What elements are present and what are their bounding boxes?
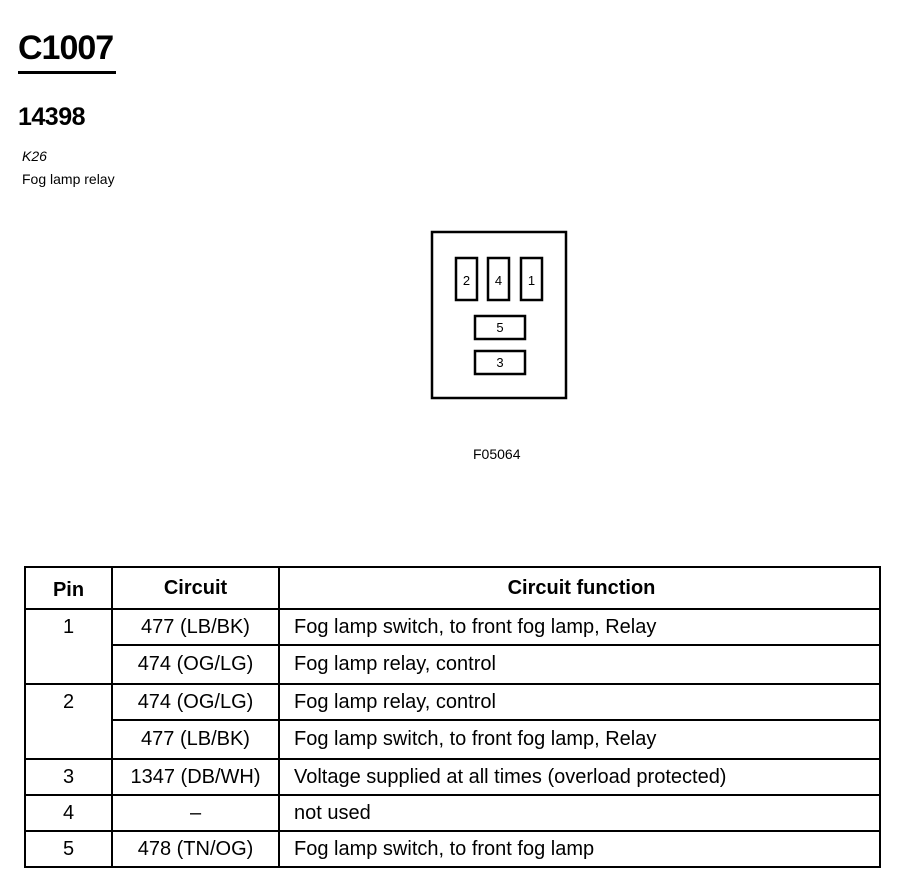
pin-3-label: 3 (496, 355, 504, 370)
circuit-cell: 474 (OG/LG) (112, 684, 279, 720)
function-cell: Fog lamp relay, control (279, 645, 880, 684)
pin-4-label: 4 (494, 273, 503, 288)
pin-cell: 4 (25, 795, 112, 831)
pin-table (24, 566, 881, 868)
function-cell: Fog lamp switch, to front fog lamp, Relay (279, 720, 880, 759)
figure-reference: F05064 (473, 446, 521, 462)
pin-cell: 5 (25, 831, 112, 867)
function-cell: not used (279, 795, 880, 831)
pin-cell (25, 645, 112, 684)
part-number: 14398 (18, 103, 86, 131)
circuit-cell: 478 (TN/OG) (112, 831, 279, 867)
pin-5-label: 5 (496, 320, 504, 335)
pin-2-label: 2 (462, 273, 471, 288)
title-underline (18, 71, 116, 74)
pin-cell (25, 720, 112, 759)
header-pin: Pin (25, 567, 112, 609)
table-row (25, 831, 880, 867)
table-header-row (25, 567, 880, 609)
function-cell: Voltage supplied at all times (overload protected) (279, 759, 880, 795)
component-description: Fog lamp relay (22, 171, 115, 187)
table-row (25, 609, 880, 645)
pin-1-label: 1 (527, 273, 536, 288)
connector-face-diagram (430, 230, 568, 400)
function-cell: Fog lamp relay, control (279, 684, 880, 720)
circuit-cell: 474 (OG/LG) (112, 645, 279, 684)
table-row (25, 795, 880, 831)
table-row (25, 759, 880, 795)
component-id: K26 (22, 148, 47, 164)
function-cell: Fog lamp switch, to front fog lamp, Relay (279, 609, 880, 645)
table-row (25, 645, 880, 684)
pin-cell: 3 (25, 759, 112, 795)
circuit-cell: – (112, 795, 279, 831)
table-row (25, 684, 880, 720)
pin-cell: 1 (25, 609, 112, 645)
header-circuit-function: Circuit function (279, 567, 880, 609)
circuit-cell: 477 (LB/BK) (112, 609, 279, 645)
circuit-cell: 477 (LB/BK) (112, 720, 279, 759)
table-row (25, 720, 880, 759)
circuit-cell: 1347 (DB/WH) (112, 759, 279, 795)
function-cell: Fog lamp switch, to front fog lamp (279, 831, 880, 867)
header-circuit: Circuit (112, 567, 279, 609)
connector-title: C1007 (18, 29, 114, 67)
pin-cell: 2 (25, 684, 112, 720)
